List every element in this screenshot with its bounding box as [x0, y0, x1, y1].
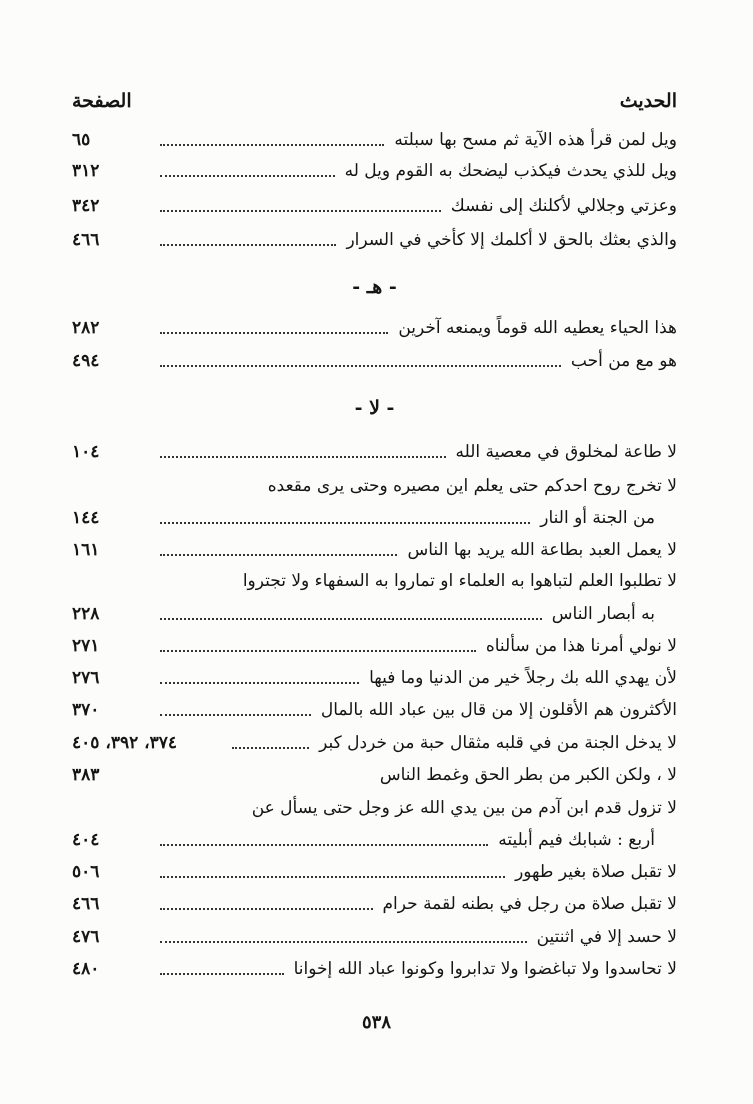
- entry-text: هذا الحياء يعطيه الله قوماً ويمنعه آخرين: [398, 318, 677, 338]
- leader-dots: [160, 156, 335, 186]
- leader-dots: [160, 503, 530, 533]
- entry-text: وعزتي وجلالي لأكلنك إلى نفسك: [450, 196, 677, 216]
- index-entry: [72, 566, 677, 596]
- entry-text: لا تقبل صلاة من رجل في بطنه لقمة حرام: [382, 894, 677, 914]
- entry-text: لا تقبل صلاة بغير طهور: [515, 862, 677, 882]
- entry-page: ٤٦٦: [72, 230, 100, 250]
- entry-text: لا تحاسدوا ولا تباغضوا ولا تدابروا وكونوا عباد الله إخوانا: [293, 959, 677, 979]
- index-entry: [72, 889, 677, 919]
- entry-text: لا حسد إلا في اثنتين: [536, 927, 677, 947]
- leader-dots: [232, 728, 309, 758]
- leader-dots: [160, 695, 311, 725]
- index-entry: [72, 663, 677, 693]
- index-entry: [72, 437, 677, 467]
- index-entry: [72, 695, 677, 725]
- leader-dots: [160, 125, 384, 155]
- entry-text: لا تزول قدم ابن آدم من بين يدي الله عز وجل حتى يسأل عن: [251, 798, 677, 818]
- entry-page: ٢٧٦: [72, 668, 100, 688]
- entry-text: لا نولي أمرنا هذا من سألناه: [485, 636, 677, 656]
- entry-page: ٦٥: [72, 130, 91, 150]
- index-entry: [72, 599, 677, 629]
- index-entry: [72, 954, 677, 984]
- entry-text: لا تطلبوا العلم لتباهوا به العلماء او تماروا به السفهاء ولا تجتروا: [242, 571, 677, 591]
- entry-text: لأن يهدي الله بك رجلاً خير من الدنيا وما فيها: [369, 668, 677, 688]
- index-entry: [72, 760, 677, 790]
- leader-dots: [160, 922, 527, 952]
- entry-page: ٥٠٦: [72, 862, 100, 882]
- index-entry: [72, 471, 677, 501]
- entry-text: ويل لمن قرأ هذه الآية ثم مسح بها سبلته: [394, 130, 677, 150]
- entry-page: ٤٦٦: [72, 894, 100, 914]
- entry-text: ويل للذي يحدث فيكذب ليضحك به القوم ويل له: [344, 161, 677, 181]
- entry-page: ٣٨٣: [72, 765, 100, 785]
- entry-text: به أبصار الناس: [551, 604, 655, 624]
- index-entry: [72, 535, 677, 565]
- entry-text: لا يدخل الجنة من في قلبه مثقال حبة من خردل كبر: [319, 733, 677, 753]
- leader-dots: [160, 437, 446, 467]
- page-column-label: الصفحة: [72, 90, 132, 112]
- entry-page: ٣١٢: [72, 161, 100, 181]
- index-entry: [72, 793, 677, 823]
- entry-text: لا تخرج روح احدكم حتى يعلم اين مصيره وحتى يرى مقعده: [267, 476, 677, 496]
- index-entry: [72, 922, 677, 952]
- index-entry: [72, 825, 677, 855]
- index-entry: [72, 346, 677, 376]
- section-heading-la: - لا -: [354, 397, 395, 419]
- index-entry: [72, 503, 677, 533]
- index-entry: [72, 156, 677, 186]
- leader-dots: [160, 631, 476, 661]
- index-entry: [72, 857, 677, 887]
- entry-page: ٤٧٦: [72, 927, 100, 947]
- index-entry: [72, 313, 677, 343]
- leader-dots: [160, 313, 388, 343]
- page-number: ٥٣٨: [361, 1012, 391, 1033]
- entry-page: ١٤٤: [72, 508, 100, 528]
- entry-text: الأكثرون هم الأقلون إلا من قال بين عباد الله بالمال: [320, 700, 677, 720]
- entry-page: ٢٨٢: [72, 318, 100, 338]
- leader-dots: [160, 346, 561, 376]
- hadith-column-label: الحديث: [619, 90, 677, 112]
- entry-page: ١٠٤: [72, 442, 100, 462]
- index-entry: [72, 225, 677, 255]
- leader-dots: [160, 535, 397, 565]
- entry-page: ٣٤٢: [72, 196, 100, 216]
- entry-page: ٣٧٠: [72, 700, 100, 720]
- section-heading-ha: - هـ -: [352, 276, 397, 298]
- entry-page: ٢٧١: [72, 636, 100, 656]
- entry-text: لا ، ولكن الكبر من بطر الحق وغمط الناس: [379, 765, 677, 785]
- entry-page: ٤٠٤: [72, 830, 100, 850]
- entry-text: أربع : شبابك فيم أبليته: [498, 830, 655, 850]
- entry-page: ٢٢٨: [72, 604, 100, 624]
- leader-dots: [160, 954, 284, 984]
- index-entry: [72, 631, 677, 661]
- entry-text: والذي بعثك بالحق لا أكلمك إلا كأخي في السرار: [346, 230, 677, 250]
- leader-dots: [160, 191, 441, 221]
- leader-dots: [160, 857, 505, 887]
- index-entry: [72, 191, 677, 221]
- index-entry: [72, 125, 677, 155]
- leader-dots: [160, 599, 542, 629]
- leader-dots: [160, 889, 373, 919]
- entry-text: هو مع من أحب: [570, 351, 677, 371]
- entry-text: من الجنة أو النار: [540, 508, 655, 528]
- index-entry: [72, 728, 677, 758]
- entry-page: ١٦١: [72, 540, 100, 560]
- leader-dots: [160, 225, 336, 255]
- entry-page: ٤٩٤: [72, 351, 100, 371]
- leader-dots: [160, 663, 359, 693]
- entry-page: ٤٨٠: [72, 959, 100, 979]
- entry-text: لا طاعة لمخلوق في معصية الله: [455, 442, 677, 462]
- entry-page: ٣٧٤، ٣٩٢، ٤٠٥: [72, 733, 178, 753]
- leader-dots: [160, 825, 488, 855]
- entry-text: لا يعمل العبد بطاعة الله يريد بها الناس: [407, 540, 677, 560]
